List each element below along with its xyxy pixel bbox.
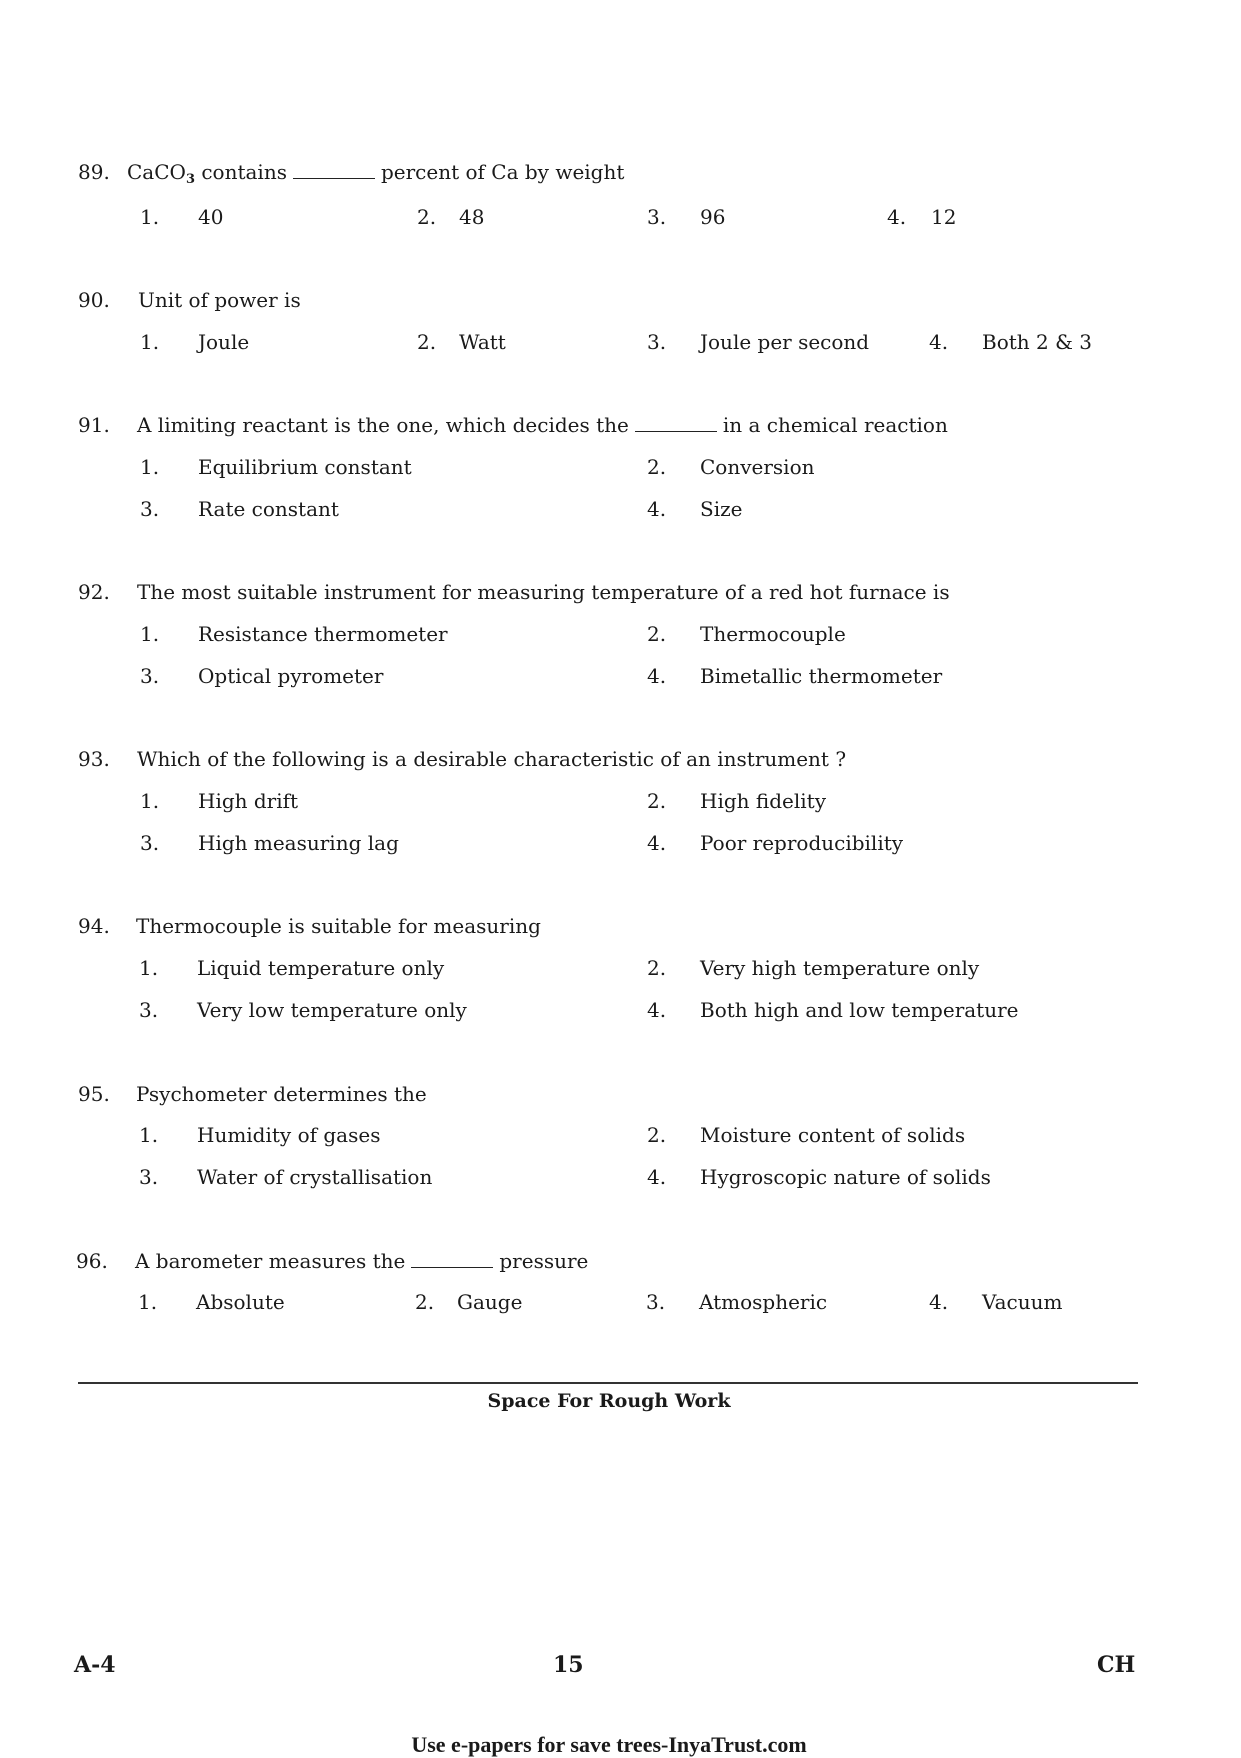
- option-number: 1.: [139, 956, 159, 980]
- option-text: Both high and low temperature: [700, 998, 1019, 1022]
- option-number: 1.: [139, 1123, 159, 1147]
- option-text: Rate constant: [198, 497, 339, 521]
- option-text: 48: [459, 205, 485, 229]
- question-number: 93.: [78, 747, 110, 771]
- option-text: Absolute: [196, 1290, 285, 1314]
- option-text: Liquid temperature only: [197, 956, 445, 980]
- subscript: 3: [185, 172, 195, 187]
- page-number: 15: [553, 1652, 584, 1678]
- fill-blank: [293, 177, 375, 179]
- question-text-part: A barometer measures the: [135, 1249, 406, 1273]
- option-text: Water of crystallisation: [197, 1165, 433, 1189]
- question-number: 95.: [78, 1082, 110, 1106]
- option-number: 1.: [140, 789, 160, 813]
- option-text: Joule: [198, 330, 250, 354]
- question-text-part: CaCO: [127, 160, 186, 184]
- rough-work-heading: Space For Rough Work: [487, 1390, 731, 1412]
- question-text: Unit of power is: [138, 288, 301, 312]
- option-text: Conversion: [700, 455, 815, 479]
- option-text: Hygroscopic nature of solids: [700, 1165, 991, 1189]
- footer-code: A-4: [74, 1652, 116, 1678]
- option-number: 3.: [140, 664, 160, 688]
- option-number: 1.: [140, 455, 160, 479]
- option-text: Size: [700, 497, 743, 521]
- option-text: High drift: [198, 789, 299, 813]
- option-number: 2.: [647, 455, 667, 479]
- option-number: 3.: [647, 205, 667, 229]
- option-number: 4.: [647, 497, 667, 521]
- option-number: 3.: [139, 1165, 159, 1189]
- question-text: Which of the following is a desirable characteristic of an instrument ?: [137, 747, 847, 771]
- option-number: 3.: [646, 1290, 666, 1314]
- option-text: Gauge: [457, 1290, 523, 1314]
- question-text-part: in a chemical reaction: [722, 413, 948, 437]
- option-number: 1.: [138, 1290, 158, 1314]
- fill-blank: [411, 1266, 493, 1268]
- question-number: 94.: [78, 914, 110, 938]
- option-text: Joule per second: [700, 330, 870, 354]
- option-number: 2.: [647, 622, 667, 646]
- option-number: 2.: [647, 789, 667, 813]
- option-text: Poor reproducibility: [700, 831, 904, 855]
- question-text: [135, 1249, 588, 1273]
- option-text: Resistance thermometer: [198, 622, 448, 646]
- option-text: Very low temperature only: [197, 998, 467, 1022]
- option-text: Both 2 & 3: [982, 330, 1092, 354]
- question-text-part: pressure: [499, 1249, 589, 1273]
- question-number: 90.: [78, 288, 110, 312]
- fill-blank: [635, 430, 717, 432]
- question-text: The most suitable instrument for measuring temperature of a red hot furnace is: [137, 580, 950, 604]
- source-credit: Use e-papers for save trees-InyaTrust.com: [411, 1732, 807, 1757]
- option-number: 4.: [929, 330, 949, 354]
- option-number: 4.: [887, 205, 907, 229]
- footer-subject: CH: [1097, 1652, 1136, 1678]
- option-number: 2.: [417, 330, 437, 354]
- option-text: 96: [700, 205, 726, 229]
- question-text-part: A limiting reactant is the one, which decides the: [137, 413, 629, 437]
- option-number: 1.: [140, 622, 160, 646]
- question-text: Thermocouple is suitable for measuring: [136, 914, 541, 938]
- option-text: Atmospheric: [699, 1290, 828, 1314]
- option-text: High fidelity: [700, 789, 826, 813]
- option-text: Bimetallic thermometer: [700, 664, 943, 688]
- option-number: 4.: [647, 831, 667, 855]
- question-number: 92.: [78, 580, 110, 604]
- option-text: High measuring lag: [198, 831, 399, 855]
- option-text: Equilibrium constant: [198, 455, 412, 479]
- option-text: 12: [931, 205, 957, 229]
- option-text: Very high temperature only: [700, 956, 980, 980]
- option-number: 2.: [417, 205, 437, 229]
- option-number: 1.: [140, 330, 160, 354]
- question-number: 91.: [78, 413, 110, 437]
- question-text: [127, 160, 624, 187]
- option-text: Vacuum: [982, 1290, 1063, 1314]
- option-text: Thermocouple: [700, 622, 846, 646]
- option-number: 4.: [647, 664, 667, 688]
- option-number: 3.: [140, 831, 160, 855]
- option-text: Optical pyrometer: [198, 664, 384, 688]
- option-text: 40: [198, 205, 224, 229]
- option-number: 2.: [647, 956, 667, 980]
- question-text-part: percent of Ca by weight: [380, 160, 625, 184]
- option-text: Humidity of gases: [197, 1123, 381, 1147]
- question-text: Psychometer determines the: [136, 1082, 427, 1106]
- option-number: 4.: [929, 1290, 949, 1314]
- question-text-part: contains: [194, 160, 287, 184]
- option-number: 4.: [647, 1165, 667, 1189]
- option-number: 3.: [647, 330, 667, 354]
- option-number: 3.: [140, 497, 160, 521]
- question-text: [137, 413, 948, 437]
- divider-line: [78, 1382, 1138, 1384]
- option-number: 2.: [415, 1290, 435, 1314]
- option-text: Moisture content of solids: [700, 1123, 966, 1147]
- option-number: 1.: [140, 205, 160, 229]
- option-number: 3.: [139, 998, 159, 1022]
- question-number: 89.: [78, 160, 110, 184]
- option-number: 2.: [647, 1123, 667, 1147]
- option-text: Watt: [459, 330, 506, 354]
- option-number: 4.: [647, 998, 667, 1022]
- question-number: 96.: [76, 1249, 108, 1273]
